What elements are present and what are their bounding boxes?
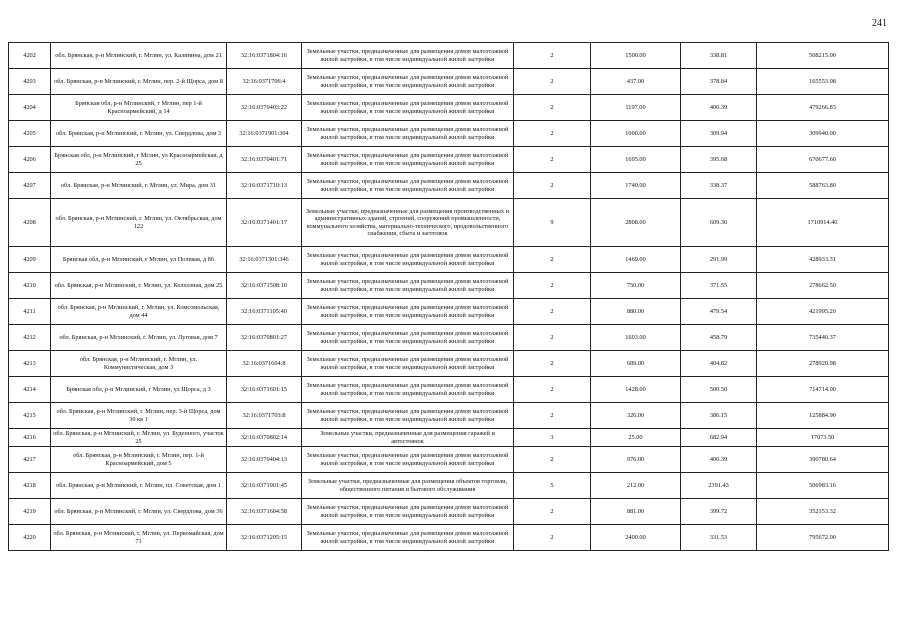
cell-use: Земельные участки, предназначенные для размещения домов малоэтажной жилой застройки, в том числе индивидуальной жилой застройки (302, 173, 514, 199)
cell-cadastral: 32:16:0371508:10 (227, 273, 302, 299)
cell-area: 880.00 (591, 299, 681, 325)
cell-address: обл. Брянская, р-н Мглинский, г. Мглин, ул. Первомайская, дом 71 (51, 525, 227, 551)
cell-num: 4219 (9, 499, 51, 525)
cell-address: обл. Брянская, р-н Мглинский, г. Мглин, ул. Калинина, дом 21 (51, 43, 227, 69)
table-row (9, 121, 889, 147)
cell-cost: 309940.00 (757, 121, 889, 147)
cell-use: Земельные участки, предназначенные для размещения домов малоэтажной жилой застройки, в том числе индивидуальной жилой застройки (302, 95, 514, 121)
cell-num: 4213 (9, 351, 51, 377)
cell-code: 2 (514, 147, 591, 173)
cell-cadastral: 32:16:0371401:17 (227, 199, 302, 247)
cell-area: 1197.00 (591, 95, 681, 121)
cell-num: 4209 (9, 247, 51, 273)
cell-address: обл. Брянская, р-н Мглинский, г. Мглин, пл. Советская, дом 1 (51, 473, 227, 499)
cell-use: Земельные участки, предназначенные для размещения домов малоэтажной жилой застройки, в том числе индивидуальной жилой застройки (302, 43, 514, 69)
cell-address: обл. Брянская, р-н Мглинский, г. Мглин, ул. Колхозная, дом 25 (51, 273, 227, 299)
cell-area: 2808.00 (591, 199, 681, 247)
table-row (9, 199, 889, 247)
cell-address: Брянская обл, р-н Мглинский, г Мглин, ул Красноармейская, д 25 (51, 147, 227, 173)
cell-num: 4217 (9, 447, 51, 473)
cell-price: 309.94 (681, 121, 757, 147)
cell-address: обл. Брянская, р-н Мглинский, г. Мглин, ул. Октябрьская, дом 122 (51, 199, 227, 247)
cell-price: 404.82 (681, 351, 757, 377)
cell-price: 609.30 (681, 199, 757, 247)
cell-price: 2391.43 (681, 473, 757, 499)
cell-use: Земельные участки, предназначенные для размещения домов малоэтажной жилой застройки, в том числе индивидуальной жилой застройки (302, 299, 514, 325)
cell-cost: 479266.83 (757, 95, 889, 121)
cell-code: 2 (514, 325, 591, 351)
cell-use: Земельные участки, предназначенные для размещения домов малоэтажной жилой застройки, в том числе индивидуальной жилой застройки (302, 325, 514, 351)
table-row (9, 377, 889, 403)
cell-cadastral: 32:16:0371804:16 (227, 43, 302, 69)
cell-area: 881.00 (591, 499, 681, 525)
cell-area: 1000.00 (591, 121, 681, 147)
cell-code: 2 (514, 525, 591, 551)
cell-code: 2 (514, 377, 591, 403)
table-row (9, 247, 889, 273)
cell-use: Земельные участки, предназначенные для размещения объектов торговли, общественного питания и бытового обслуживания (302, 473, 514, 499)
cell-price: 400.39 (681, 447, 757, 473)
cell-area: 212.00 (591, 473, 681, 499)
cell-address: обл. Брянская, р-н Мглинский, г. Мглин, ул. Коммунистическая, дом 3 (51, 351, 227, 377)
cell-cost: 508215.00 (757, 43, 889, 69)
cell-address: обл. Брянская, р-н Мглинский, г. Мглин, ул. Комсомольская, дом 44 (51, 299, 227, 325)
cell-area: 976.00 (591, 447, 681, 473)
cell-address: обл. Брянская, р-н Мглинский, г. Мглин, ул. Свердлова, дом 3 (51, 121, 227, 147)
cell-num: 4205 (9, 121, 51, 147)
table-row (9, 429, 889, 447)
table-row (9, 173, 889, 199)
cell-area: 1740.00 (591, 173, 681, 199)
cell-price: 338.81 (681, 43, 757, 69)
cell-address: Брянская обл, р-н Мглинский, г Мглин, ул Полевая, д 86 (51, 247, 227, 273)
cell-code: 2 (514, 95, 591, 121)
cell-price: 682.94 (681, 429, 757, 447)
cell-cost: 588763.80 (757, 173, 889, 199)
table-row (9, 299, 889, 325)
cell-cost: 278920.98 (757, 351, 889, 377)
cell-num: 4215 (9, 403, 51, 429)
cell-num: 4208 (9, 199, 51, 247)
cell-cost: 165553.08 (757, 69, 889, 95)
table-row (9, 447, 889, 473)
cell-use: Земельные участки, предназначенные для размещения домов малоэтажной жилой застройки, в том числе индивидуальной жилой застройки (302, 351, 514, 377)
cell-price: 386.15 (681, 403, 757, 429)
cell-code: 2 (514, 403, 591, 429)
cell-use: Земельные участки, предназначенные для размещения домов малоэтажной жилой застройки, в том числе индивидуальной жилой застройки (302, 377, 514, 403)
cell-use: Земельные участки, предназначенные для размещения домов малоэтажной жилой застройки, в том числе индивидуальной жилой застройки (302, 499, 514, 525)
cell-price: 500.50 (681, 377, 757, 403)
cell-price: 371.55 (681, 273, 757, 299)
cell-num: 4206 (9, 147, 51, 173)
cell-cadastral: 32:16:0371601:15 (227, 377, 302, 403)
cell-code: 2 (514, 273, 591, 299)
cell-cost: 428933.31 (757, 247, 889, 273)
cell-area: 25.00 (591, 429, 681, 447)
cell-price: 338.37 (681, 173, 757, 199)
cell-num: 4211 (9, 299, 51, 325)
cell-code: 2 (514, 499, 591, 525)
cell-area: 1469.00 (591, 247, 681, 273)
cell-code: 3 (514, 429, 591, 447)
cell-num: 4210 (9, 273, 51, 299)
table-row (9, 95, 889, 121)
cell-address: обл. Брянская, р-н Мглинский, г. Мглин, пер. 1-й Красноармейский, дом 5 (51, 447, 227, 473)
cell-code: 9 (514, 199, 591, 247)
cell-use: Земельные участки, предназначенные для размещения домов малоэтажной жилой застройки, в том числе индивидуальной жилой застройки (302, 69, 514, 95)
cell-area: 326.00 (591, 403, 681, 429)
cell-num: 4207 (9, 173, 51, 199)
cell-cadastral: 32:16:0370401:71 (227, 147, 302, 173)
cell-price: 458.79 (681, 325, 757, 351)
cell-area: 750.00 (591, 273, 681, 299)
cell-cost: 421995.20 (757, 299, 889, 325)
cell-cadastral: 32:16:0371604:8 (227, 351, 302, 377)
cell-code: 2 (514, 43, 591, 69)
cell-cost: 390780.64 (757, 447, 889, 473)
land-plot-table (8, 42, 889, 551)
table-row (9, 351, 889, 377)
cell-code: 2 (514, 247, 591, 273)
cell-cadastral: 32:16:0371205:15 (227, 525, 302, 551)
cell-cost: 506983.16 (757, 473, 889, 499)
cell-address: Брянская обл, р-н Мглинский, г Мглин, ул Щорса, д 3 (51, 377, 227, 403)
cell-cadastral: 32:16:0371703:8 (227, 403, 302, 429)
cell-cadastral: 32:16:0371001:45 (227, 473, 302, 499)
table-row (9, 43, 889, 69)
cell-use: Земельные участки, предназначенные для размещения домов малоэтажной жилой застройки, в том числе индивидуальной жилой застройки (302, 121, 514, 147)
cell-price: 291.99 (681, 247, 757, 273)
table-row (9, 69, 889, 95)
cell-cadastral: 32:16:0370404:13 (227, 447, 302, 473)
cell-code: 2 (514, 299, 591, 325)
cell-code: 2 (514, 69, 591, 95)
cell-cost: 278662.50 (757, 273, 889, 299)
cell-code: 2 (514, 447, 591, 473)
table-row (9, 325, 889, 351)
cell-price: 479.54 (681, 299, 757, 325)
cell-address: Брянская обл, р-н Мглинский, г Мглин, пер 1-й Красноармейский, д 14 (51, 95, 227, 121)
cell-num: 4218 (9, 473, 51, 499)
cell-area: 1500.00 (591, 43, 681, 69)
cell-use: Земельные участки, предназначенные для размещения домов малоэтажной жилой застройки, в том числе индивидуальной жилой застройки (302, 447, 514, 473)
cell-use: Земельные участки, предназначенные для размещения производственных и административных зданий, строений, сооружений промышленности, коммунального хозяйства, материально-технического, продовольственного снабжения, сбыта и заготовок (302, 199, 514, 247)
cell-cost: 352153.32 (757, 499, 889, 525)
cell-code: 2 (514, 121, 591, 147)
cell-num: 4203 (9, 69, 51, 95)
cell-cost: 125884.90 (757, 403, 889, 429)
table-row (9, 473, 889, 499)
cell-address: обл. Брянская, р-н Мглинский, г. Мглин, ул. Мира, дом 31 (51, 173, 227, 199)
cell-code: 2 (514, 173, 591, 199)
cell-address: обл. Брянская, р-н Мглинский, г. Мглин, ул. Луговая, дом 7 (51, 325, 227, 351)
cell-code: 5 (514, 473, 591, 499)
table-row (9, 273, 889, 299)
cell-address: обл. Брянская, р-н Мглинский, г. Мглин, ул. Буденного, участок 25 (51, 429, 227, 447)
cell-cost: 17073.50 (757, 429, 889, 447)
cell-use: Земельные участки, предназначенные для размещения домов малоэтажной жилой застройки, в том числе индивидуальной жилой застройки (302, 247, 514, 273)
cell-num: 4216 (9, 429, 51, 447)
cell-code: 2 (514, 351, 591, 377)
cell-num: 4214 (9, 377, 51, 403)
cell-cadastral: 32:16:0371105:40 (227, 299, 302, 325)
cell-cost: 735440.37 (757, 325, 889, 351)
cell-cadastral: 32:16:0371301:346 (227, 247, 302, 273)
cell-cadastral: 32:16:0370403:22 (227, 95, 302, 121)
cell-cadastral: 32:16:0370801:27 (227, 325, 302, 351)
cell-use: Земельные участки, предназначенные для размещения домов малоэтажной жилой застройки, в том числе индивидуальной жилой застройки (302, 525, 514, 551)
cell-price: 378.84 (681, 69, 757, 95)
cell-address: обл. Брянская, р-н Мглинский, г. Мглин, пер. 3-й Щорса, дом 30 кв 1 (51, 403, 227, 429)
cell-cadastral: 32:16:0371706:4 (227, 69, 302, 95)
cell-area: 1428.00 (591, 377, 681, 403)
cell-num: 4204 (9, 95, 51, 121)
table-row (9, 499, 889, 525)
cell-use: Земельные участки, предназначенные для размещения гаражей и автостоянок (302, 429, 514, 447)
cell-num: 4220 (9, 525, 51, 551)
cell-cost: 714714.00 (757, 377, 889, 403)
table-row (9, 525, 889, 551)
page-number: 241 (872, 18, 887, 29)
cell-area: 2400.00 (591, 525, 681, 551)
cell-use: Земельные участки, предназначенные для размещения домов малоэтажной жилой застройки, в том числе индивидуальной жилой застройки (302, 273, 514, 299)
table-row (9, 403, 889, 429)
cell-use: Земельные участки, предназначенные для размещения домов малоэтажной жилой застройки, в том числе индивидуальной жилой застройки (302, 147, 514, 173)
cell-price: 331.53 (681, 525, 757, 551)
table-row (9, 147, 889, 173)
cell-use: Земельные участки, предназначенные для размещения домов малоэтажной жилой застройки, в том числе индивидуальной жилой застройки (302, 403, 514, 429)
cell-cost: 670677.60 (757, 147, 889, 173)
cell-area: 1603.00 (591, 325, 681, 351)
cell-price: 399.72 (681, 499, 757, 525)
cell-address: обл. Брянская, р-н Мглинский, г. Мглин, пер. 2-й Щорса, дом 8 (51, 69, 227, 95)
cell-cost: 795672.00 (757, 525, 889, 551)
cell-price: 395.68 (681, 147, 757, 173)
cell-cadastral: 32:16:0371604:58 (227, 499, 302, 525)
cell-area: 1695.00 (591, 147, 681, 173)
cell-area: 437.00 (591, 69, 681, 95)
cell-num: 4202 (9, 43, 51, 69)
cell-address: обл. Брянская, р-н Мглинский, г. Мглин, ул. Свердлова, дом 36 (51, 499, 227, 525)
cell-cadastral: 32:16:0371901:304 (227, 121, 302, 147)
cell-num: 4212 (9, 325, 51, 351)
cell-cadastral: 32:16:0371710:13 (227, 173, 302, 199)
cell-price: 400.39 (681, 95, 757, 121)
cell-cost: 1710914.40 (757, 199, 889, 247)
cell-area: 689.00 (591, 351, 681, 377)
cell-cadastral: 32:16:0370802:14 (227, 429, 302, 447)
